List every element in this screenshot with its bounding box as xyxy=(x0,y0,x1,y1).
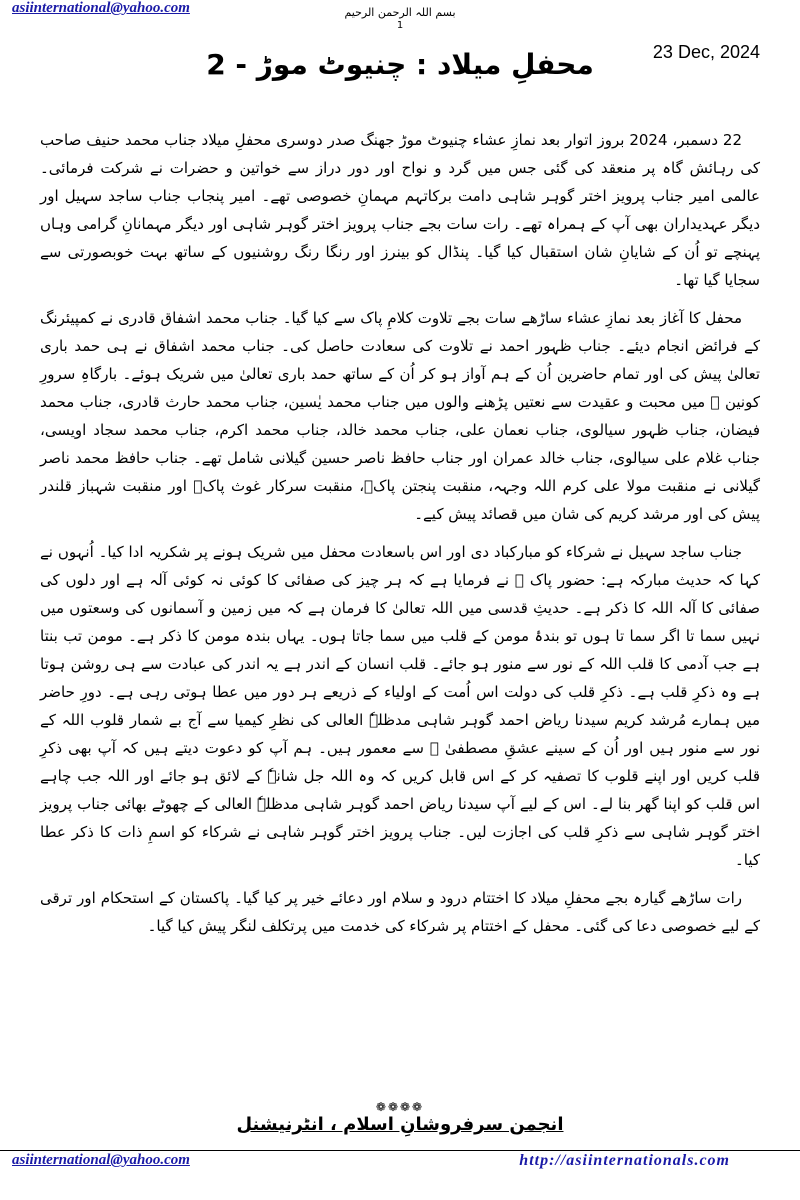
bismillah-text: بسم اللہ الرحمن الرحیم xyxy=(344,6,456,19)
page-title: محفلِ میلاد : چنیوٹ موڑ - 2 xyxy=(206,48,594,81)
paragraph: جناب ساجد سہیل نے شرکاء کو مبارکباد دی اور اس باسعادت محفل میں شریک ہونے پر شکریہ ادا کیا۔ اُنہوں نے کہا کہ حدیث مبارکہ ہے: حضور پاک ﷺ نے فرمایا ہے کہ ہر چیز کی صفائی کا کوئی نہ کوئی آلہ ہے اور دلوں کی صفائی کا آلہ اللہ کا ذکر ہے۔ حدیثِ قدسی میں اللہ تعالیٰ کا فرمان ہے کہ میں زمین و آسمانوں کی وسعتوں میں نہیں سما تا اگر سما تا ہوں تو بندۂ مومن کے قلب میں سما جاتا ہوں۔ یہاں بندہ مومن کا ذکر ہے۔ مومن تب بنتا ہے جب آدمی کا قلب اللہ کے نور سے منور ہو جائے۔ قلب انسان کے اندر ہے یہ اندر کی عبادت سے ہی روشن ہوتا ہے وہ ذکرِ قلب ہے۔ ذکرِ قلب کی دولت اس اُمت کے اولیاء کے ذریعے ہر دور میں عطا ہوتی رہی ہے۔ دورِ حاضر میں ہمارے مُرشد کریم سیدنا ریاض احمد گوہر شاہی مدظلہٗ العالی کی نظرِ کیمیا سے آج بے شمار قلوب اللہ کے نور سے منور ہیں اور اُن کے سینے عشقِ مصطفیٰ ﷺ سے معمور ہیں۔ ہم آپ کو دعوت دیتے ہیں کہ آپ بھی ذکرِ قلب کریں اور اپنے قلوب کا تصفیہ کر کے اس قابل کریں کہ وہ اللہ جل شانہٗ کے لائق ہو جائے اور اللہ جب چاہے اس قلب کو اپنا گھر بنا لے۔ اس کے لیے آپ سیدنا ریاض احمد گوہر شاہی مدظلہٗ العالی کے چھوٹے بھائی جناب پرویز اختر گوہر شاہی سے ذکرِ قلب کی اجازت لیں۔ جناب پرویز اختر گوہر شاہی نے شرکاء کو اسمِ ذات کا ذکر عطا کیا۔ xyxy=(40,543,760,869)
paragraph: رات ساڑھے گیارہ بجے محفلِ میلاد کا اختتام درود و سلام اور دعائے خیر پر کیا گیا۔ پاکستان کے استحکام اور ترقی کے لیے خصوصی دعا کی گئی۔ محفل کے اختتام پر شرکاء کی خدمت میں پرتکلف لنگر پیش کیا گیا۔ xyxy=(40,889,760,935)
paragraph: محفل کا آغاز بعد نمازِ عشاء ساڑھے سات بجے تلاوت کلامِ پاک سے کیا گیا۔ جناب محمد اشفاق قادری نے کمپیئرنگ کے فرائض انجام دیئے۔ جناب ظہور احمد نے تلاوت کی سعادت حاصل کی۔ جناب محمد اشفاق نے ہی حمد باری تعالیٰ پیش کی اور تمام حاضرین اُن کے ہم آواز ہو کر اُن کے ساتھ حمد باری تعالیٰ میں شریک ہوئے۔ بارگاہِ سرورِ کونین ﷺ میں محبت و عقیدت سے نعتیں پڑھنے والوں میں جناب محمد یٰسین، جناب محمد حارث قادری، جناب محمد فیضان، جناب ظہور سیالوی، جناب نعمان علی، جناب محمد خالد، جناب محمد اکرم، جناب محمد سجاد اویسی، جناب غلام علی سیالوی، جناب خالد عمران اور جناب حافظ ناصر حسین گیلانی شامل تھے۔ جناب حافظ محمد ناصر گیلانی نے منقبت مولا علی کرم اللہ وجہہ، منقبت پنجتن پاکؑ، منقبت سرکار غوث پاکؓ اور منقبت شہباز قلندر پیش کی اور مرشد کریم کی شان میں قصائد پیش کیے۔ xyxy=(40,309,760,523)
decorative-stars: ❁❁❁❁ xyxy=(375,1100,425,1114)
footer-website-link[interactable]: http://asiinternationals.com xyxy=(519,1152,730,1169)
article-date: 23 Dec, 2024 xyxy=(652,42,760,62)
page-number: 1 xyxy=(396,20,404,31)
footer-email-link[interactable]: asiinternational@yahoo.com xyxy=(12,1152,190,1168)
header-email-link[interactable]: asiinternational@yahoo.com xyxy=(12,0,190,16)
footer-divider xyxy=(0,1150,800,1151)
organization-name: انجمن سرفروشانِ اسلام ، انٹرنیشنل xyxy=(236,1114,564,1135)
paragraph: 22 دسمبر، 2024 بروز اتوار بعد نمازِ عشاء چنیوٹ موڑ جھنگ صدر دوسری محفلِ میلاد جناب محمد حنیف صاحب کی رہائش گاہ پر منعقد کی گئی جس میں گرد و نواح اور دور دراز سے خواتین و حضرات نے شرکت فرمائی۔ عالمی امیر جناب پرویز اختر گوہر شاہی دامت برکاتہم مہمانِ خصوصی تھے۔ امیر پنجاب جناب ساجد سہیل اور دیگر عہدیداران بھی آپ کے ہمراہ تھے۔ رات سات بجے جناب پرویز اختر گوہر شاہی اور دیگر مہمانانِ گرامی وہاں پہنچے تو اُن کے شایانِ شان استقبال کیا گیا۔ پنڈال کو بینرز اور رنگا رنگ روشنیوں کے ساتھ بہت خوبصورتی سے سجایا گیا تھا۔ xyxy=(40,131,760,289)
article-body xyxy=(40,126,760,950)
